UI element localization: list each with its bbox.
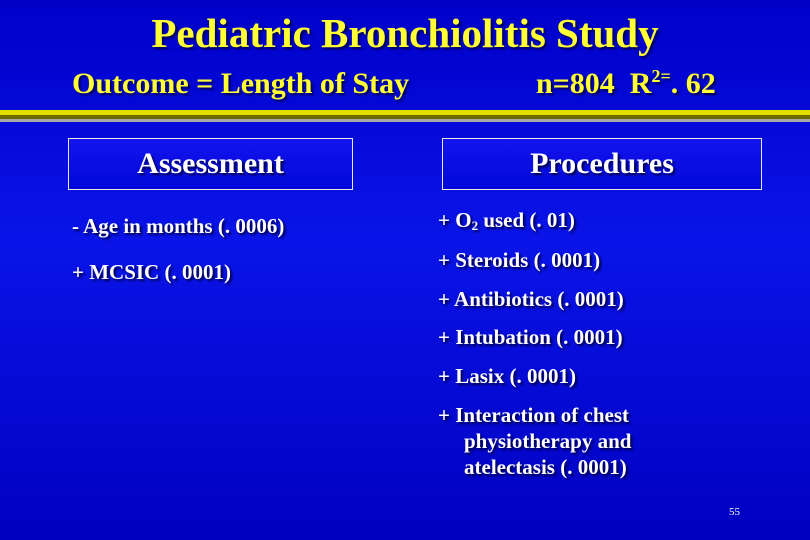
procedure-item-interaction-line-3: atelectasis (. 0001) bbox=[464, 455, 627, 479]
page-number: 55 bbox=[729, 506, 740, 518]
procedure-item-interaction: + Interaction of chest bbox=[438, 403, 630, 427]
procedure-item-intubation: + Intubation (. 0001) bbox=[438, 325, 623, 349]
procedure-item-steroids: + Steroids (. 0001) bbox=[438, 248, 601, 272]
procedure-item-interaction-line-2: physiotherapy and bbox=[464, 429, 632, 453]
procedure-item-o2 bbox=[438, 207, 575, 239]
r-squared-superscript: 2= bbox=[651, 66, 671, 86]
subtitle-stats bbox=[536, 64, 716, 104]
procedure-item-antibiotics: + Antibiotics (. 0001) bbox=[438, 287, 624, 311]
slide-title: Pediatric Bronchiolitis Study bbox=[151, 10, 659, 56]
o2-prefix: + O bbox=[438, 208, 472, 232]
assessment-heading: Assessment bbox=[68, 138, 353, 190]
r-squared-label: R bbox=[629, 67, 652, 100]
subtitle-outcome: Outcome = Length of Stay bbox=[72, 67, 410, 100]
procedure-item-lasix: + Lasix (. 0001) bbox=[438, 364, 576, 388]
assessment-item-mcsic: + MCSIC (. 0001) bbox=[72, 260, 231, 284]
o2-subscript: 2 bbox=[471, 218, 479, 233]
title-rule-underline bbox=[0, 119, 810, 122]
sample-size: n=804 bbox=[536, 67, 615, 100]
o2-suffix: used (. 01) bbox=[478, 208, 575, 232]
procedures-heading: Procedures bbox=[442, 138, 762, 190]
assessment-item-age: - Age in months (. 0006) bbox=[72, 214, 285, 238]
r-squared-value: . 62 bbox=[670, 67, 716, 100]
